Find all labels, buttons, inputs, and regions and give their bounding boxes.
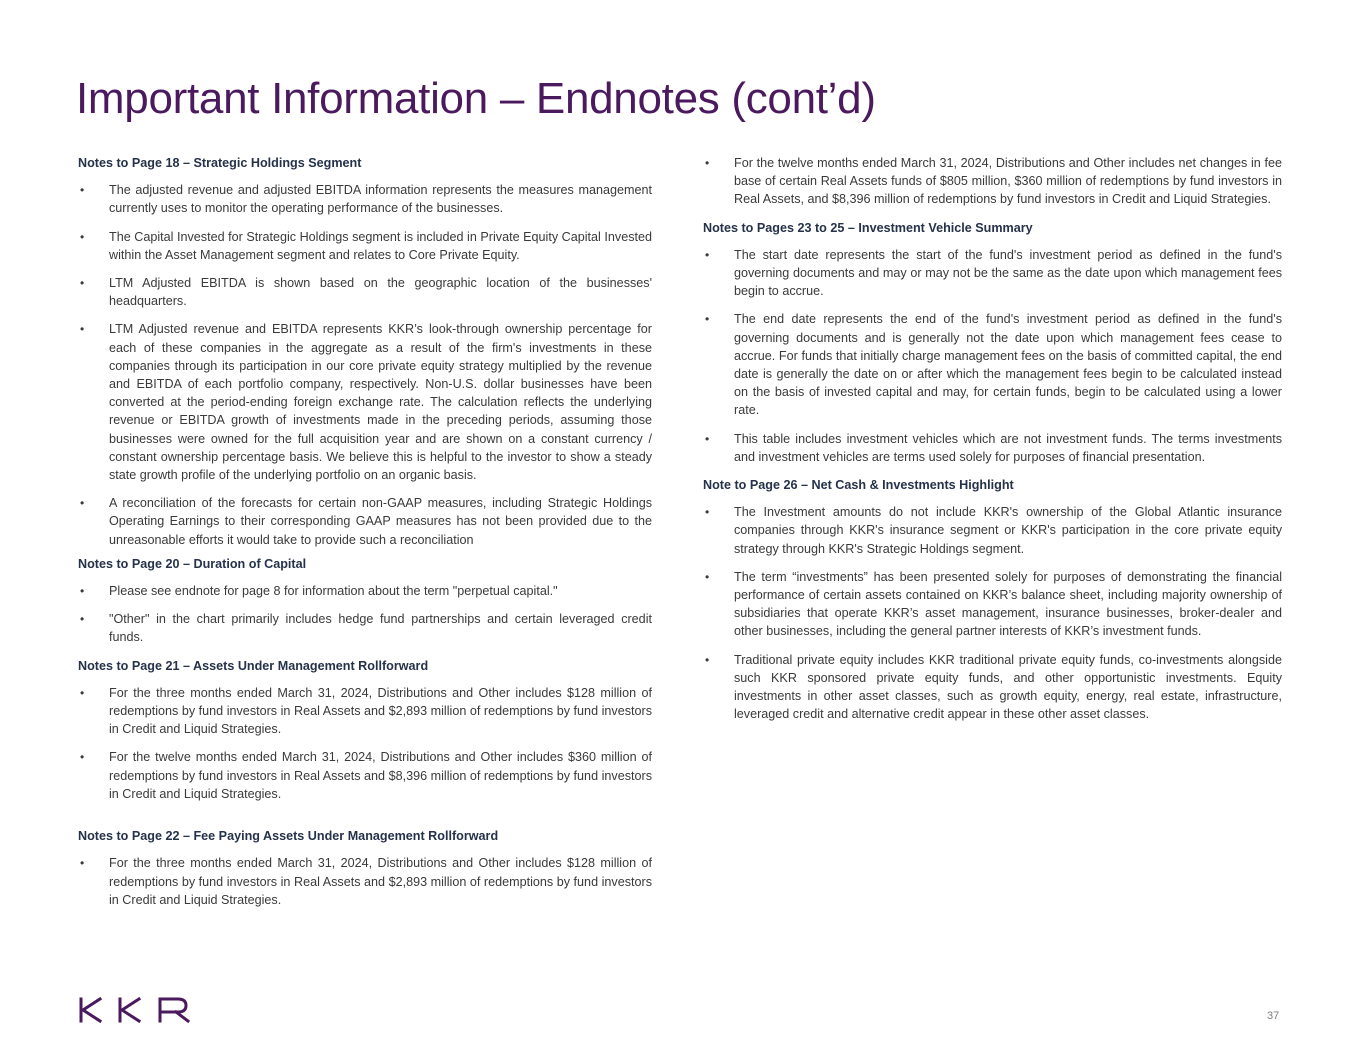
left-column — [78, 154, 652, 919]
list-item: • LTM Adjusted EBITDA is shown based on the geographic location of the businesses' headquarters. — [80, 276, 652, 309]
bullet-icon: • — [705, 312, 710, 327]
page-title: Important Information – Endnotes (cont’d) — [76, 74, 876, 123]
list-item: • LTM Adjusted revenue and EBITDA represents KKR’s look-through ownership percentage for each of these companies in the aggregate as a result of the firm's investments in these companies through its participation in our core private equity strategy multiplied by the revenue and EBITDA of each portfolio company, respectively. Non-U.S. dollar businesses have been converted at the period-ending foreign exchange rate. The calculation reflects the underlying revenue or EBITDA growth of investments made in the preceding periods, assuming those businesses were owned for the full acquisition year and are shown on a constant currency / constant ownership percentage basis. We believe this is helpful to the investor to show a steady state growth profile of the underlying portfolio on an organic basis. — [80, 322, 652, 483]
list-item: • The Capital Invested for Strategic Holdings segment is included in Private Equity Capital Invested within the Asset Management segment and relates to Core Private Equity. — [80, 229, 652, 262]
page-number: 37 — [1267, 1010, 1280, 1022]
right-column — [703, 154, 1282, 733]
bullet-icon: • — [80, 183, 85, 198]
list-item: • The Investment amounts do not include KKR's ownership of the Global Atlantic insurance companies through KKR's insurance segment or KKR's participation in the core private equity strategy through KKR's Strategic Holdings segment. — [705, 505, 1282, 556]
kkr-logo-mark — [78, 996, 194, 1024]
bullet-icon: • — [80, 229, 85, 244]
kkr-logo — [78, 996, 194, 1024]
bullet-icon: • — [705, 156, 710, 170]
list-item: • "Other" in the chart primarily includes hedge fund partnerships and certain leveraged credit funds. — [80, 612, 652, 645]
bullet-icon: • — [80, 496, 85, 511]
bullet-icon: • — [80, 856, 85, 871]
section-heading: Notes to Page 18 – Strategic Holdings Segment — [78, 156, 362, 170]
bullet-icon: • — [705, 247, 710, 262]
bullet-icon: • — [705, 652, 710, 667]
list-item: • For the twelve months ended March 31, 2024, Distributions and Other includes $360 million of redemptions by fund investors in Real Assets and $8,396 million of redemptions by fund investors in Credit and Liquid Strategies. — [80, 750, 652, 801]
section-heading: Notes to Pages 23 to 25 – Investment Vehicle Summary — [703, 220, 1033, 235]
section-heading: Notes to Page 21 – Assets Under Management Rollforward — [78, 658, 429, 673]
bullet-icon: • — [80, 685, 85, 700]
bullet-icon: • — [705, 569, 710, 584]
list-item: • Traditional private equity includes KKR traditional private equity funds, co-investments alongside such KKR sponsored private equity funds, and other opportunistic investments. Equity investments in other asset classes, such as growth equity, energy, real estate, infrastructure, leveraged credit and alternative credit appear in these other asset classes. — [705, 652, 1282, 722]
list-item: • This table includes investment vehicles which are not investment funds. The terms investments and investment vehicles are terms used solely for purposes of financial presentation. — [705, 431, 1282, 464]
section-heading: Notes to Page 22 – Fee Paying Assets Under Management Rollforward — [78, 829, 499, 844]
list-item: • The adjusted revenue and adjusted EBITDA information represents the measures management currently uses to monitor the operating performance of the businesses. — [80, 183, 652, 216]
list-item: • For the three months ended March 31, 2024, Distributions and Other includes $128 million of redemptions by fund investors in Real Assets and $2,893 million of redemptions by fund investors in Credit and Liquid Strategies. — [80, 856, 652, 907]
list-item: • For the twelve months ended March 31, 2024, Distributions and Other includes net changes in fee base of certain Real Assets funds of $805 million, $360 million of redemptions by fund investors in Real Assets, and $8,396 million of redemptions by fund investors in Credit and Liquid Strategies. — [705, 156, 1282, 207]
bullet-icon: • — [80, 322, 85, 337]
list-item: • The end date represents the end of the fund's investment period as defined in the fund's governing documents and is generally not the date upon which management fees cease to accrue. For funds that initially charge management fees on the basis of committed capital, the end date is generally the date on or after which the management fees begin to be calculated instead on the basis of invested capital and may, for certain funds, begin to be calculated using a lower rate. — [705, 312, 1282, 418]
list-item: • The term “investments” has been presented solely for purposes of demonstrating the financial performance of certain assets contained on KKR’s balance sheet, including majority ownership of subsidiaries that operate KKR’s asset management, insurance businesses, broker-dealer and other businesses, including the general partner interests of KKR’s investment funds. — [705, 569, 1282, 639]
section-heading: Notes to Page 20 – Duration of Capital — [78, 556, 307, 571]
list-item: • For the three months ended March 31, 2024, Distributions and Other includes $128 million of redemptions by fund investors in Real Assets and $2,893 million of redemptions by fund investors in Credit and Liquid Strategies. — [80, 685, 652, 737]
bullet-icon: • — [80, 276, 85, 291]
bullet-icon: • — [705, 505, 710, 520]
bullet-icon: • — [80, 750, 85, 765]
bullet-icon: • — [705, 431, 710, 446]
list-item: • Please see endnote for page 8 for information about the term "perpetual capital." — [78, 582, 652, 600]
list-item: • The start date represents the start of the fund's investment period as defined in the fund's governing documents and may or may not be the same as the date upon which management fees begin to accrue. — [705, 247, 1282, 299]
list-item: • A reconciliation of the forecasts for certain non-GAAP measures, including Strategic Holdings Operating Earnings to their corresponding GAAP measures has not been provided due to the unreasonable efforts it would take to provide such a reconciliation — [80, 496, 652, 547]
bullet-icon: • — [80, 612, 85, 627]
section-heading: Note to Page 26 – Net Cash & Investments Highlight — [703, 478, 1014, 493]
bullet-icon: • — [80, 584, 85, 599]
